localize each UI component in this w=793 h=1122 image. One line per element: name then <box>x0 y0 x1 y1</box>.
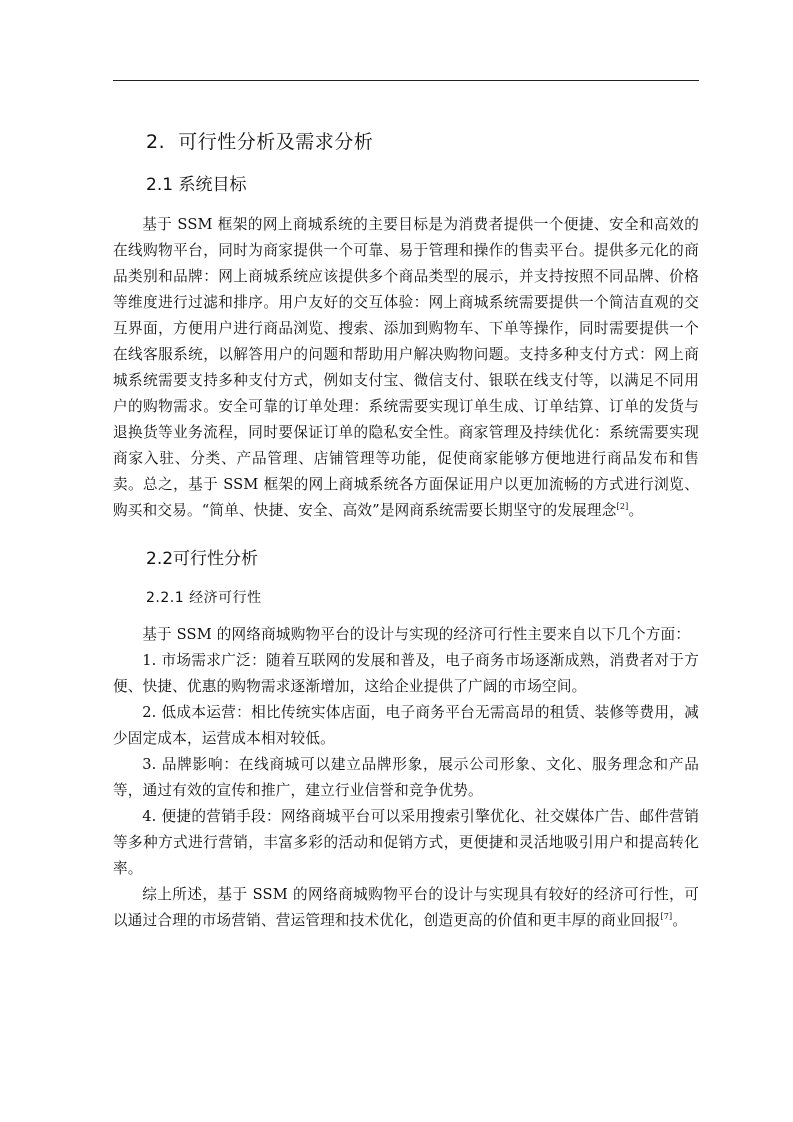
subsubsection-title: 经济可行性 <box>189 590 262 606</box>
list-item: 1. 市场需求广泛：随着互联网的发展和普及，电子商务市场逐渐成熟，消费者对于方便、快捷、优惠的购物需求逐渐增加，这给企业提供了广阔的市场空间。 <box>113 652 699 695</box>
header-rule <box>113 80 699 81</box>
page-content <box>113 120 699 934</box>
subsection-number: 2.1 <box>146 175 174 195</box>
subsection-heading-2-2 <box>146 546 699 572</box>
subsubsection-number: 2.2.1 <box>146 590 185 606</box>
list-item: 2. 低成本运营：相比传统实体店面，电子商务平台无需高昂的租赁、装修等费用，减少固定成本，运营成本相对较低。 <box>113 704 699 747</box>
paragraph-text: 基于 SSM 框架的网上商城系统的主要目标是为消费者提供一个便捷、安全和高效的在线购物平台，同时为商家提供一个可靠、易于管理和操作的售卖平台。提供多元化的商品类别和品牌：网上商城系统应该提供多个商品类型的展示，并支持按照不同品牌、价格等维度进行过滤和排序。用户友好的交互体验：网上商城系统需要提供一个简洁直观的交互界面，方便用户进行商品浏览、搜索、添加到购物车、下单等操作，同时需要提供一个在线客服系统，以解答用户的问题和帮助用户解决购物问题。支持多种支付方式：网上商城系统需要支持多种支付方式，例如支付宝、微信支付、银联在线支付等，以满足不同用户的购物需求。安全可靠的订单处理：系统需要实现订单生成、订单结算、订单的发货与退换货等业务流程，同时要保证订单的隐私安全性。商家管理及持续优化：系统需要实现商家入驻、分类、产品管理、店铺管理等功能，促使商家能够方便地进行商品发布和售卖。总之，基于 SSM 框架的网上商城系统各方面保证用户以更加流畅的方式进行浏览、购买和交易。“简单、快捷、安全、高效”是网商系统需要长期坚守的发展理念 <box>113 216 699 519</box>
section-number: 2. <box>146 131 166 153</box>
subsubsection-heading-2-2-1 <box>146 586 699 610</box>
citation: [7] <box>660 912 673 922</box>
list-item: 4. 便捷的营销手段：网络商城平台可以采用搜索引擎优化、社交媒体广告、邮件营销等多种方式进行营销，丰富多彩的活动和促销方式，更便捷和灵活地吸引用户和提高转化率。 <box>113 808 699 877</box>
section-title: 可行性分析及需求分析 <box>178 131 374 153</box>
paragraph-tail: 。 <box>672 912 688 929</box>
paragraph-system-goals <box>113 212 699 524</box>
subsection-title: 可行性分析 <box>173 549 259 569</box>
paragraph-conclusion <box>113 882 699 934</box>
paragraph-text: 综上所述，基于 SSM 的网络商城购物平台的设计与实现具有较好的经济可行性，可以通过合理的市场营销、营运管理和技术优化，创造更高的价值和更丰厚的商业回报 <box>113 886 699 929</box>
section-heading <box>146 128 699 156</box>
subsection-heading-2-1 <box>146 172 699 198</box>
citation: [2] <box>616 502 629 512</box>
list-item: 3. 品牌影响：在线商城可以建立品牌形象，展示公司形象、文化、服务理念和产品等，通过有效的宣传和推广，建立行业信誉和竞争优势。 <box>113 756 699 799</box>
subsection-title: 系统目标 <box>178 175 247 195</box>
paragraph-intro: 基于 SSM 的网络商城购物平台的设计与实现的经济可行性主要来自以下几个方面： <box>142 626 691 643</box>
paragraph-tail: 。 <box>628 502 644 519</box>
subsection-number: 2.2 <box>146 549 174 569</box>
